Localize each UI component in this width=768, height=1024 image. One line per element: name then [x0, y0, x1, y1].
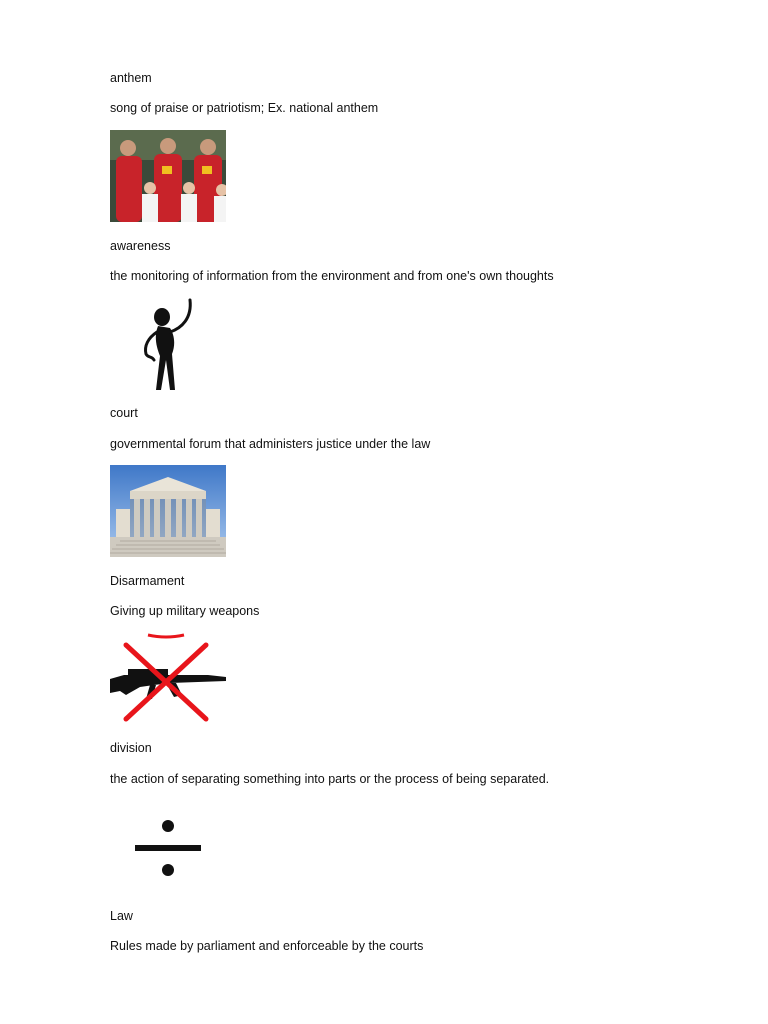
definition-law: Rules made by parliament and enforceable by the courts — [110, 939, 424, 953]
crossed-out-rifle-icon — [110, 633, 226, 725]
definition-awareness: the monitoring of information from the environment and from one's own thoughts — [110, 269, 554, 283]
anthem-photo — [110, 130, 226, 222]
definition-anthem: song of praise or patriotism; Ex. national anthem — [110, 101, 379, 115]
term-law: Law — [110, 909, 133, 923]
definition-court: governmental forum that administers justice under the law — [110, 437, 431, 451]
term-division: division — [110, 741, 152, 755]
term-anthem: anthem — [110, 71, 152, 85]
term-awareness: awareness — [110, 239, 171, 253]
division-sign-icon — [110, 801, 226, 893]
supreme-court-photo — [110, 465, 226, 557]
definition-disarmament: Giving up military weapons — [110, 604, 260, 618]
definition-division: the action of separating something into parts or the process of being separated. — [110, 772, 550, 786]
term-disarmament: Disarmament — [110, 574, 185, 588]
term-court: court — [110, 406, 138, 420]
person-silhouette-icon — [110, 298, 226, 390]
